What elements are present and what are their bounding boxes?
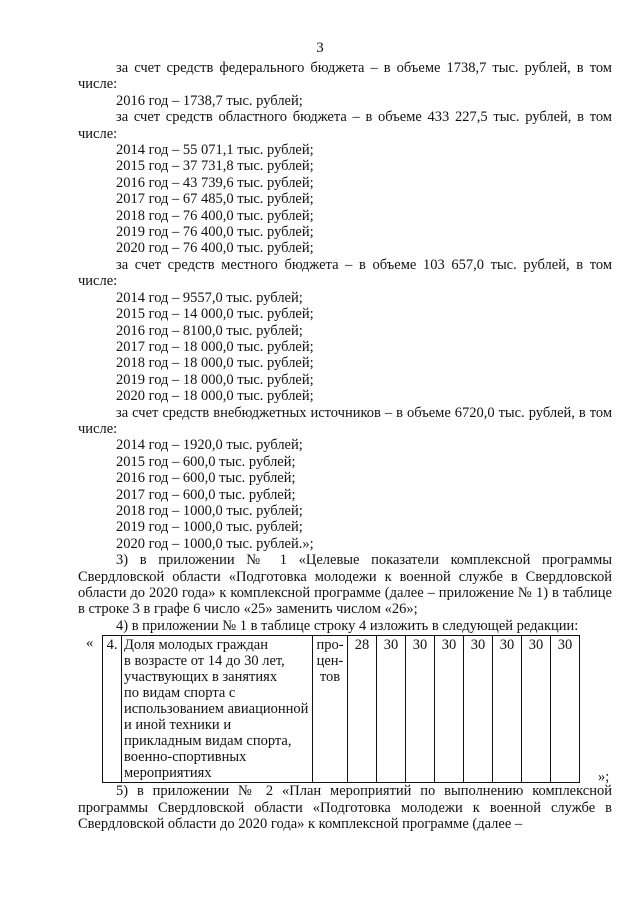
year-amount-line: 2016 год – 1738,7 тыс. рублей; xyxy=(116,92,303,109)
item-3-paragraph: 3) в приложении № 1 «Целевые показатели комплексной программы Свердловской области «Подготовка молодежи к военной службе в Свердловской области до 2020 года» к комплексной программе (далее – приложение № 1) в таблице в строке 3 в графе 6 число «25» заменить числом «26»; xyxy=(78,552,612,618)
year-amount-line: 2020 год – 76 400,0 тыс. рублей; xyxy=(116,240,314,257)
indicator-name-line: в возрасте от 14 до 30 лет, xyxy=(124,653,285,670)
row-number-cell: 4. xyxy=(103,636,122,783)
item-5-paragraph: 5) в приложении № 2 «План мероприятий по выполнению комплексной программы Свердловской области «Подготовка молодежи к военной службе в Свердловской области до 2020 года» к комплексной программе (далее – xyxy=(78,783,612,833)
indicator-name-line: по видам спорта с xyxy=(124,685,236,702)
indicator-name-line: участвующих в занятиях xyxy=(124,669,278,686)
document-body xyxy=(78,60,612,832)
extra-years-list xyxy=(78,437,612,552)
year-amount-line: 2017 год – 600,0 тыс. рублей; xyxy=(116,486,296,503)
year-amount-line: 2018 год – 18 000,0 тыс. рублей; xyxy=(116,355,314,372)
unit-line: про- xyxy=(316,637,344,654)
year-amount-line: 2017 год – 67 485,0 тыс. рублей; xyxy=(116,191,314,208)
year-amount-line: 2015 год – 600,0 тыс. рублей; xyxy=(116,453,296,470)
indicator-table xyxy=(102,635,580,783)
regional-years-list xyxy=(78,142,612,257)
unit-line: тов xyxy=(319,669,341,686)
year-amount-line: 2015 год – 37 731,8 тыс. рублей; xyxy=(116,158,314,175)
year-amount-line: 2016 год – 8100,0 тыс. рублей; xyxy=(116,322,303,339)
indicator-name-line: Доля молодых граждан xyxy=(124,637,269,654)
year-amount-line: 2016 год – 43 739,6 тыс. рублей; xyxy=(116,174,314,191)
year-amount-line: 2019 год – 1000,0 тыс. рублей; xyxy=(116,519,303,536)
year-amount-line: 2018 год – 1000,0 тыс. рублей; xyxy=(116,502,303,519)
page-number: 3 xyxy=(316,40,324,56)
value-cell: 30 xyxy=(493,636,522,783)
indicator-name-cell xyxy=(122,636,313,783)
unit-cell xyxy=(313,636,348,783)
year-amount-line: 2017 год – 18 000,0 тыс. рублей; xyxy=(116,338,314,355)
unit-line: цен- xyxy=(316,653,344,670)
year-amount-line: 2015 год – 14 000,0 тыс. рублей; xyxy=(116,306,314,323)
year-amount-line: 2018 год – 76 400,0 тыс. рублей; xyxy=(116,207,314,224)
table-row-block xyxy=(78,635,612,783)
value-cell: 30 xyxy=(464,636,493,783)
item-4-paragraph: 4) в приложении № 1 в таблице строку 4 изложить в следующей редакции: xyxy=(116,617,579,634)
indicator-name-line: мероприятиях xyxy=(124,765,212,782)
value-cell: 30 xyxy=(435,636,464,783)
local-budget-paragraph: за счет средств местного бюджета – в объеме 103 657,0 тыс. рублей, в том числе: xyxy=(78,256,612,290)
indicator-name-line: использованием авиационной xyxy=(124,701,309,718)
local-years-list xyxy=(78,290,612,405)
year-amount-line: 2014 год – 9557,0 тыс. рублей; xyxy=(116,289,303,306)
year-amount-line: 2016 год – 600,0 тыс. рублей; xyxy=(116,470,296,487)
extra-budget-paragraph: за счет средств внебюджетных источников – в объеме 6720,0 тыс. рублей, в том числе: xyxy=(78,404,612,437)
federal-years-list xyxy=(78,93,612,109)
federal-budget-paragraph: за счет средств федерального бюджета – в объеме 1738,7 тыс. рублей, в том числе: xyxy=(78,60,612,93)
value-cell: 30 xyxy=(406,636,435,783)
indicator-name-line: и иной техники и xyxy=(124,717,232,734)
value-cell: 30 xyxy=(377,636,406,783)
year-amount-line: 2014 год – 55 071,1 тыс. рублей; xyxy=(116,142,314,159)
year-amount-line: 2014 год – 1920,0 тыс. рублей; xyxy=(116,437,303,454)
year-amount-line: 2019 год – 76 400,0 тыс. рублей; xyxy=(116,224,314,241)
value-cell: 30 xyxy=(522,636,551,783)
open-quote: « xyxy=(86,635,94,652)
year-amount-line: 2020 год – 1000,0 тыс. рублей.»; xyxy=(116,535,314,552)
year-amount-line: 2020 год – 18 000,0 тыс. рублей; xyxy=(116,388,314,405)
close-quote: »; xyxy=(598,768,610,785)
value-cell: 30 xyxy=(551,636,580,783)
value-cell: 28 xyxy=(348,636,377,783)
regional-budget-paragraph: за счет средств областного бюджета – в объеме 433 227,5 тыс. рублей, в том числе: xyxy=(78,109,612,142)
indicator-name-line: военно-спортивных xyxy=(124,749,247,766)
indicator-name-line: прикладным видам спорта, xyxy=(124,733,292,750)
table-row xyxy=(103,636,580,783)
year-amount-line: 2019 год – 18 000,0 тыс. рублей; xyxy=(116,371,314,388)
